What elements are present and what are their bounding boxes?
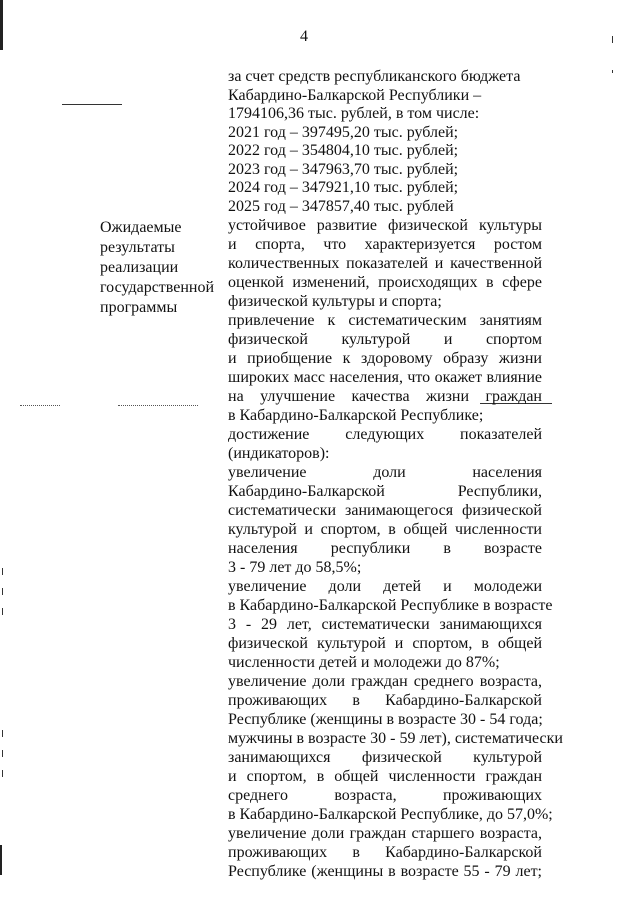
results-line: на улучшение качества жизни граждан	[228, 388, 542, 405]
left-margin-bar-top	[0, 0, 3, 50]
left-margin-tick	[2, 568, 3, 575]
results-line: физической культурой и спортом, в общей	[228, 635, 542, 652]
results-line: в Кабардино-Балкарской Республике;	[228, 407, 484, 424]
right-margin-tick	[612, 36, 613, 43]
results-line: населения республики в возрасте	[228, 540, 542, 557]
right-margin-tick	[612, 70, 613, 73]
results-line: увеличение доли населения	[228, 464, 542, 481]
results-line: Республике (женщины в возрасте 30 - 54 года;	[228, 711, 543, 728]
results-line: широких масс населения, что окажет влияние	[228, 369, 542, 386]
results-label-line: результаты	[100, 239, 175, 256]
table-rule-left	[62, 104, 122, 105]
results-line: систематически занимающегося физической	[228, 502, 542, 519]
results-line: Кабардино-Балкарской Республики,	[228, 483, 542, 500]
results-line: увеличение доли граждан среднего возраста,	[228, 673, 542, 690]
results-line: 3 - 79 лет до 58,5%;	[228, 559, 362, 576]
results-line: в Кабардино-Балкарской Республике в возрасте	[228, 597, 553, 614]
page-number: 4	[300, 28, 308, 45]
budget-line: 2025 год – 347857,40 тыс. рублей	[228, 198, 454, 215]
results-line: численности детей и молодежи до 87%;	[228, 654, 500, 671]
left-margin-bar-bottom	[0, 845, 2, 875]
results-line: занимающихся физической культурой	[228, 749, 542, 766]
left-margin-tick	[2, 770, 3, 777]
results-line: в Кабардино-Балкарской Республике, до 57,0%;	[228, 806, 553, 823]
results-line: и приобщение к здоровому образу жизни	[228, 350, 542, 367]
results-line: проживающих в Кабардино-Балкарской	[228, 692, 542, 709]
budget-line: Кабардино-Балкарской Республики –	[228, 87, 482, 104]
results-line: и спорта, что характеризуется ростом	[228, 236, 542, 253]
budget-line: 2023 год – 347963,70 тыс. рублей;	[228, 161, 459, 178]
results-line: увеличение доли детей и молодежи	[228, 578, 542, 595]
table-rule-dotted	[118, 405, 198, 406]
left-margin-tick	[2, 750, 3, 757]
results-line: среднего возраста, проживающих	[228, 787, 542, 804]
results-line: устойчивое развитие физической культуры	[228, 217, 542, 234]
budget-line: 2021 год – 397495,20 тыс. рублей;	[228, 124, 459, 141]
left-margin-tick	[2, 730, 3, 737]
results-line: проживающих в Кабардино-Балкарской	[228, 844, 542, 861]
results-line: культурой и спортом, в общей численности	[228, 521, 542, 538]
results-label-line: программы	[100, 299, 178, 316]
results-line: оценкой изменений, происходящих в сфере	[228, 274, 542, 291]
results-label-line: реализации	[100, 259, 179, 276]
results-line: 3 - 29 лет, систематически занимающихся	[228, 616, 542, 633]
results-line: количественных показателей и качественной	[228, 255, 542, 272]
budget-line: 1794106,36 тыс. рублей, в том числе:	[228, 105, 480, 122]
results-line: физической культуры и спорта;	[228, 293, 442, 310]
budget-line: 2024 год – 347921,10 тыс. рублей;	[228, 179, 459, 196]
results-line: увеличение доли граждан старшего возраста,	[228, 825, 542, 842]
left-margin-tick	[2, 588, 3, 595]
budget-line: за счет средств республиканского бюджета	[228, 68, 521, 85]
left-margin-tick	[2, 608, 3, 615]
results-line: Республике (женщины в возрасте 55 - 79 лет;	[228, 863, 542, 880]
results-label-line: государственной	[100, 279, 215, 296]
results-line: достижение следующих показателей	[228, 426, 542, 443]
results-line: мужчины в возрасте 30 - 59 лет), систематически	[228, 730, 563, 747]
budget-line: 2022 год – 354804,10 тыс. рублей;	[228, 142, 459, 159]
results-label	[100, 218, 220, 318]
table-rule-dotted	[20, 405, 60, 406]
results-line: физической культурой и спортом	[228, 331, 542, 348]
results-line: привлечение к систематическим занятиям	[228, 312, 542, 329]
results-line: (индикаторов):	[228, 445, 330, 462]
results-line: и спортом, в общей численности граждан	[228, 768, 542, 785]
results-label-line: Ожидаемые	[100, 219, 182, 236]
